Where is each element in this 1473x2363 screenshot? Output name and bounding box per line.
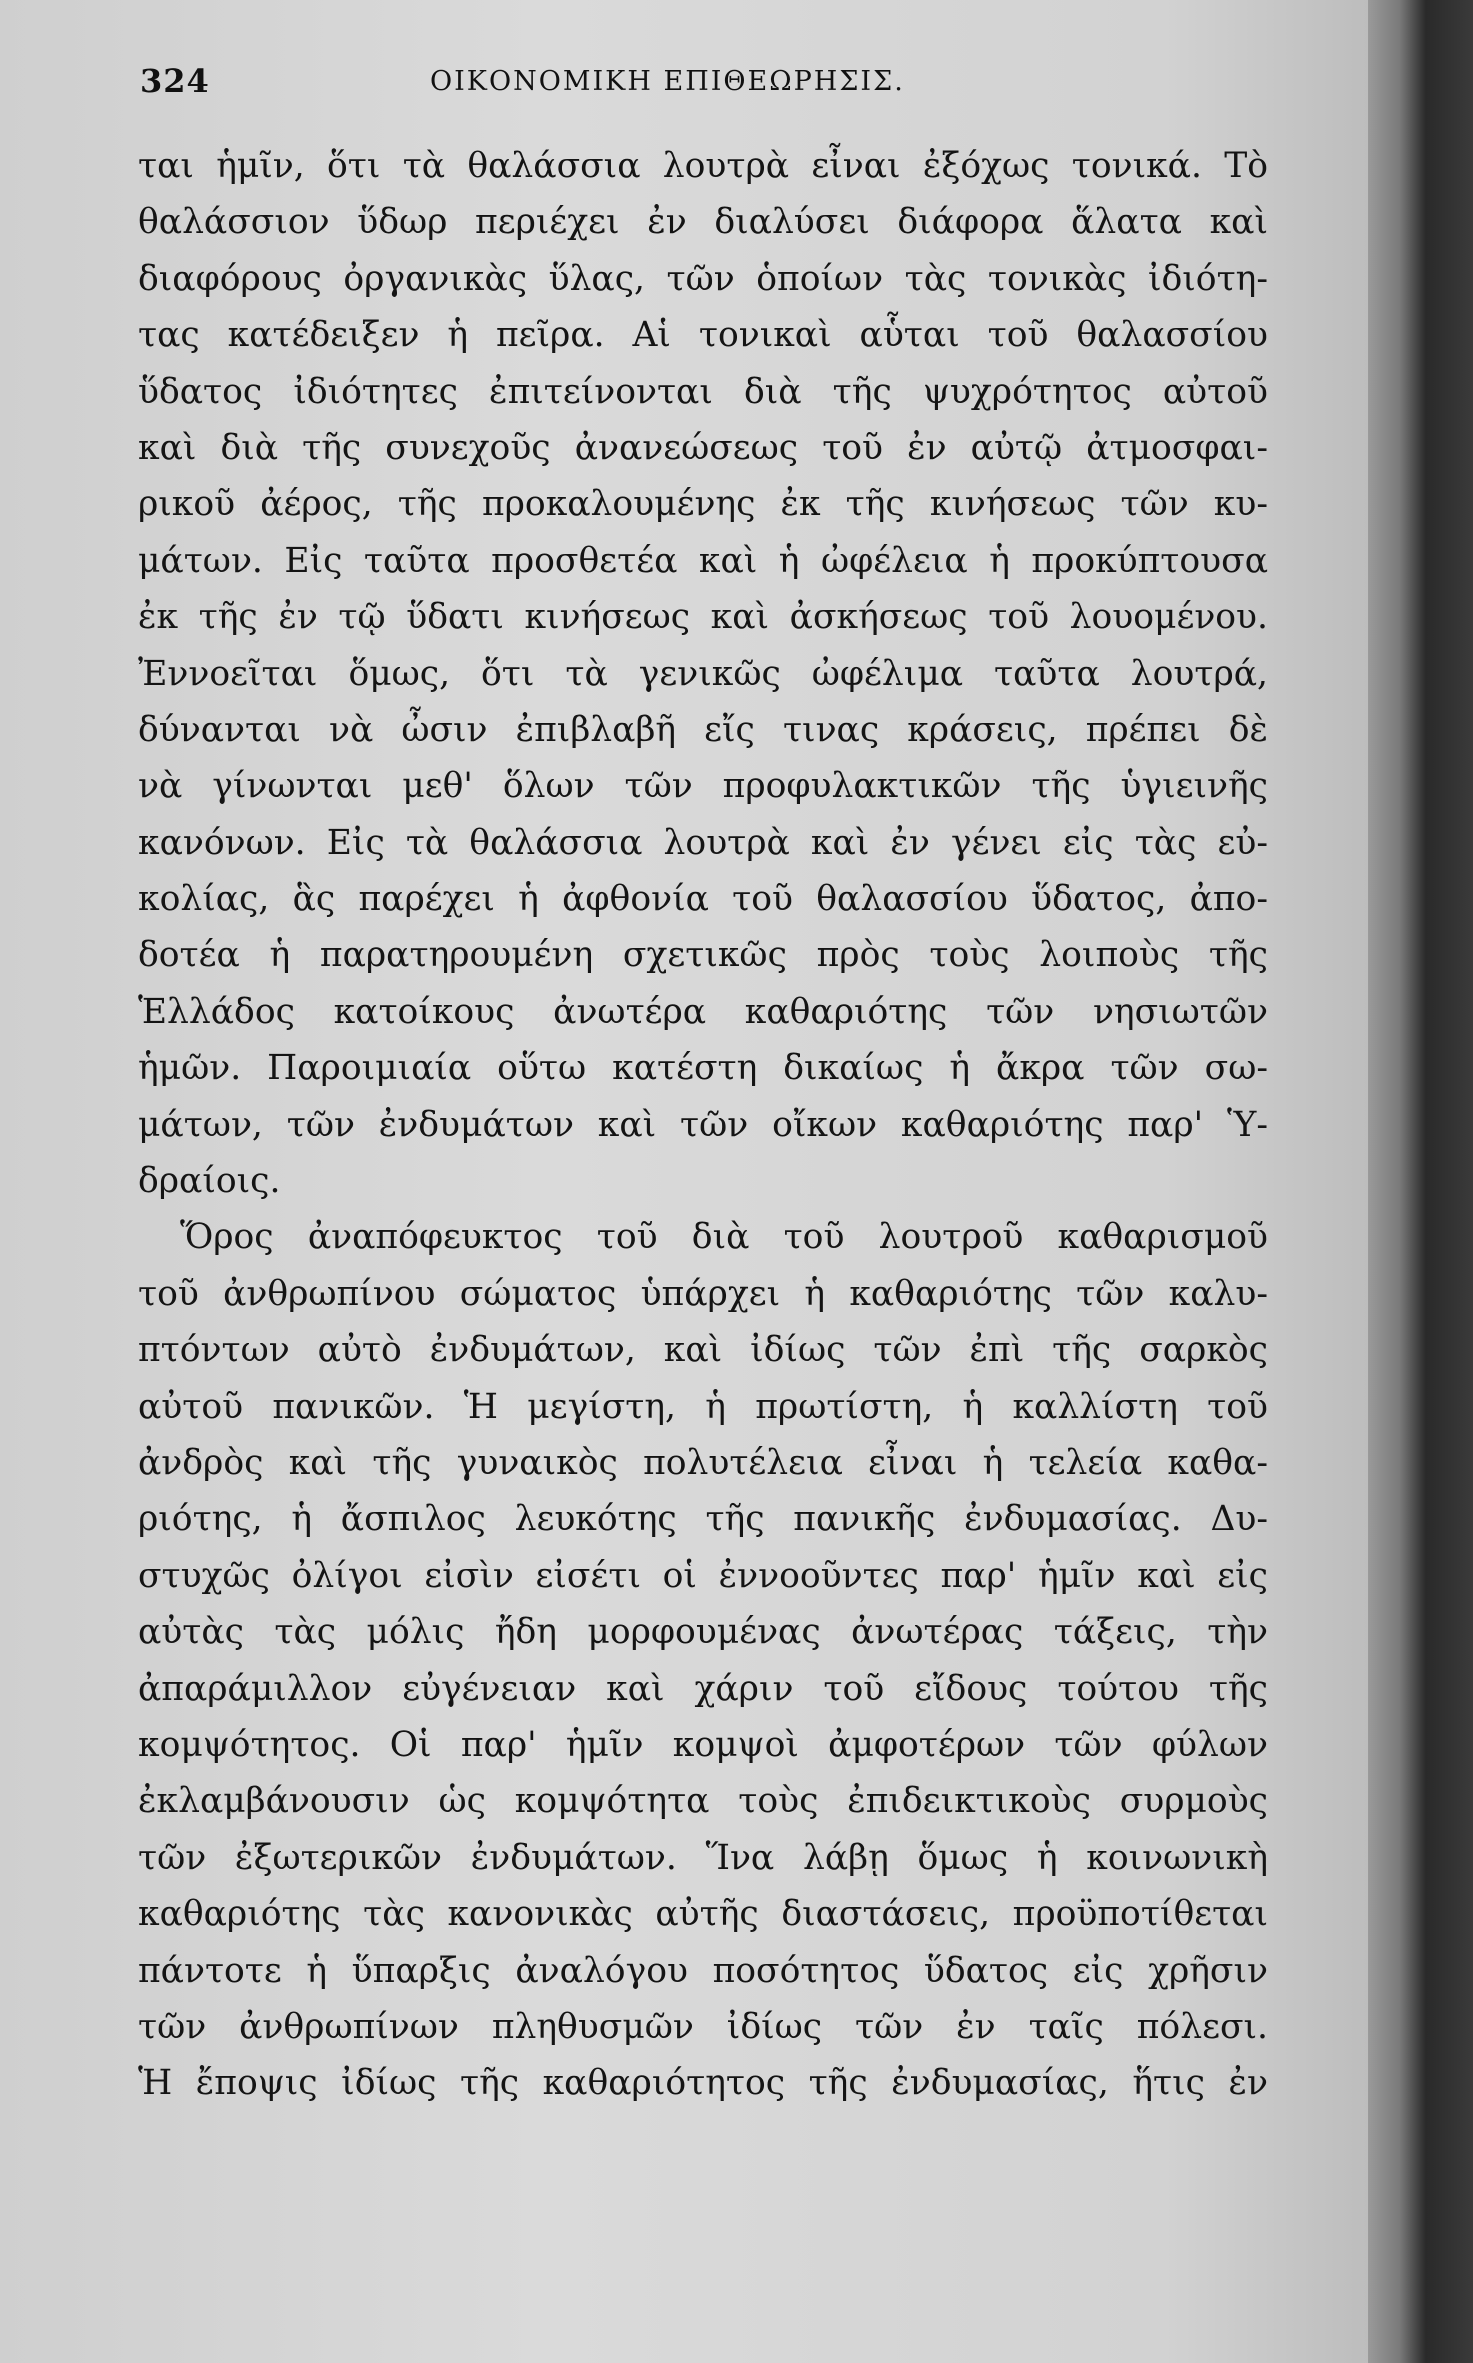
text-line: κολίας, ἃς παρέχει ἡ ἀφθονία τοῦ θαλασσίου ὕδατος, ἀπο- — [138, 879, 1268, 920]
text-line: ἀνδρὸς καὶ τῆς γυναικὸς πολυτέλεια εἶναι ἡ τελεία καθα- — [138, 1442, 1268, 1483]
text-line: στυχῶς ὀλίγοι εἰσὶν εἰσέτι οἱ ἐννοοῦντες παρ' ἡμῖν καὶ εἰς — [138, 1555, 1268, 1596]
text-line: δραίοις. — [138, 1161, 281, 1202]
book-spine-shadow — [1368, 0, 1473, 2363]
text-line: πάντοτε ἡ ὕπαρξις ἀναλόγου ποσότητος ὕδατος εἰς χρῆσιν — [138, 1950, 1268, 1991]
text-line: διαφόρους ὀργανικὰς ὕλας, τῶν ὁποίων τὰς τονικὰς ἰδιότη- — [138, 258, 1268, 299]
text-line: ὕδατος ἰδιότητες ἐπιτείνονται διὰ τῆς ψυχρότητος αὐτοῦ — [138, 371, 1268, 412]
text-line: αὐτοῦ πανικῶν. Ἡ μεγίστη, ἡ πρωτίστη, ἡ καλλίστη τοῦ — [138, 1386, 1268, 1427]
text-line: δοτέα ἡ παρατηρουμένη σχετικῶς πρὸς τοὺς λοιποὺς τῆς — [138, 935, 1268, 976]
text-line: ται ἡμῖν, ὅτι τὰ θαλάσσια λουτρὰ εἶναι ἐξόχως τονικά. Τὸ — [138, 146, 1268, 186]
text-line: τας κατέδειξεν ἡ πεῖρα. Αἱ τονικαὶ αὗται τοῦ θαλασσίου — [138, 315, 1268, 356]
text-line: ρικοῦ ἀέρος, τῆς προκαλουμένης ἐκ τῆς κινήσεως τῶν κυ- — [138, 484, 1268, 525]
text-line: νὰ γίνωνται μεθ' ὅλων τῶν προφυλακτικῶν τῆς ὑγιεινῆς — [138, 766, 1268, 807]
text-line: Ἡ ἔποψις ἰδίως τῆς καθαριότητος τῆς ἐνδυμασίας, ἥτις ἐν — [138, 2063, 1268, 2104]
text-line: τοῦ ἀνθρωπίνου σώματος ὑπάρχει ἡ καθαριότης τῶν καλυ- — [138, 1273, 1268, 1314]
text-line: αὐτὰς τὰς μόλις ἤδη μορφουμένας ἀνωτέρας τάξεις, τὴν — [138, 1612, 1268, 1653]
text-line: δύνανται νὰ ὦσιν ἐπιβλαβῆ εἴς τινας κράσεις, πρέπει δὲ — [138, 709, 1268, 750]
text-line: καὶ διὰ τῆς συνεχοῦς ἀνανεώσεως τοῦ ἐν αὐτῷ ἀτμοσφαι- — [138, 427, 1268, 468]
page-number: 324 — [140, 62, 210, 100]
page-header — [140, 62, 1270, 112]
text-line: Ὅρος ἀναπόφευκτος τοῦ διὰ τοῦ λουτροῦ καθαρισμοῦ — [180, 1217, 1268, 1258]
body-text — [138, 138, 1268, 2112]
text-line: κομψότητος. Οἱ παρ' ἡμῖν κομψοὶ ἀμφοτέρων τῶν φύλων — [138, 1724, 1268, 1765]
text-line: τῶν ἀνθρωπίνων πληθυσμῶν ἰδίως τῶν ἐν ταῖς πόλεσι. — [138, 2006, 1268, 2047]
text-line: τῶν ἐξωτερικῶν ἐνδυμάτων. Ἵνα λάβῃ ὅμως ἡ κοινωνικὴ — [138, 1837, 1268, 1878]
text-line: ριότης, ἡ ἄσπιλος λευκότης τῆς πανικῆς ἐνδυμασίας. Δυ- — [138, 1499, 1268, 1540]
running-title: ΟΙΚΟΝΟΜΙΚΗ ΕΠΙΘΕΩΡΗΣΙΣ. — [430, 66, 905, 97]
text-line: Ἑλλάδος κατοίκους ἀνωτέρα καθαριότης τῶν νησιωτῶν — [138, 991, 1268, 1032]
text-line: ἀπαράμιλλον εὐγένειαν καὶ χάριν τοῦ εἴδους τούτου τῆς — [138, 1668, 1268, 1709]
text-line: καθαριότης τὰς κανονικὰς αὐτῆς διαστάσεις, προϋποτίθεται — [138, 1894, 1268, 1935]
text-line: μάτων, τῶν ἐνδυμάτων καὶ τῶν οἴκων καθαριότης παρ' Ὑ- — [138, 1104, 1268, 1145]
text-line: ἐκ τῆς ἐν τῷ ὕδατι κινήσεως καὶ ἀσκήσεως τοῦ λουομένου. — [138, 597, 1268, 638]
text-line: πτόντων αὐτὸ ἐνδυμάτων, καὶ ἰδίως τῶν ἐπὶ τῆς σαρκὸς — [138, 1330, 1268, 1371]
text-line: ἡμῶν. Παροιμιαία οὕτω κατέστη δικαίως ἡ ἄκρα τῶν σω- — [138, 1048, 1268, 1089]
text-line: Ἐννοεῖται ὅμως, ὅτι τὰ γενικῶς ὠφέλιμα ταῦτα λουτρά, — [138, 653, 1268, 694]
text-line: ἐκλαμβάνουσιν ὡς κομψότητα τοὺς ἐπιδεικτικοὺς συρμοὺς — [138, 1781, 1268, 1822]
text-line: θαλάσσιον ὕδωρ περιέχει ἐν διαλύσει διάφορα ἅλατα καὶ — [138, 202, 1268, 243]
text-line: κανόνων. Εἰς τὰ θαλάσσια λουτρὰ καὶ ἐν γένει εἰς τὰς εὐ- — [138, 822, 1268, 863]
text-line: μάτων. Εἰς ταῦτα προσθετέα καὶ ἡ ὠφέλεια ἡ προκύπτουσα — [138, 540, 1268, 581]
